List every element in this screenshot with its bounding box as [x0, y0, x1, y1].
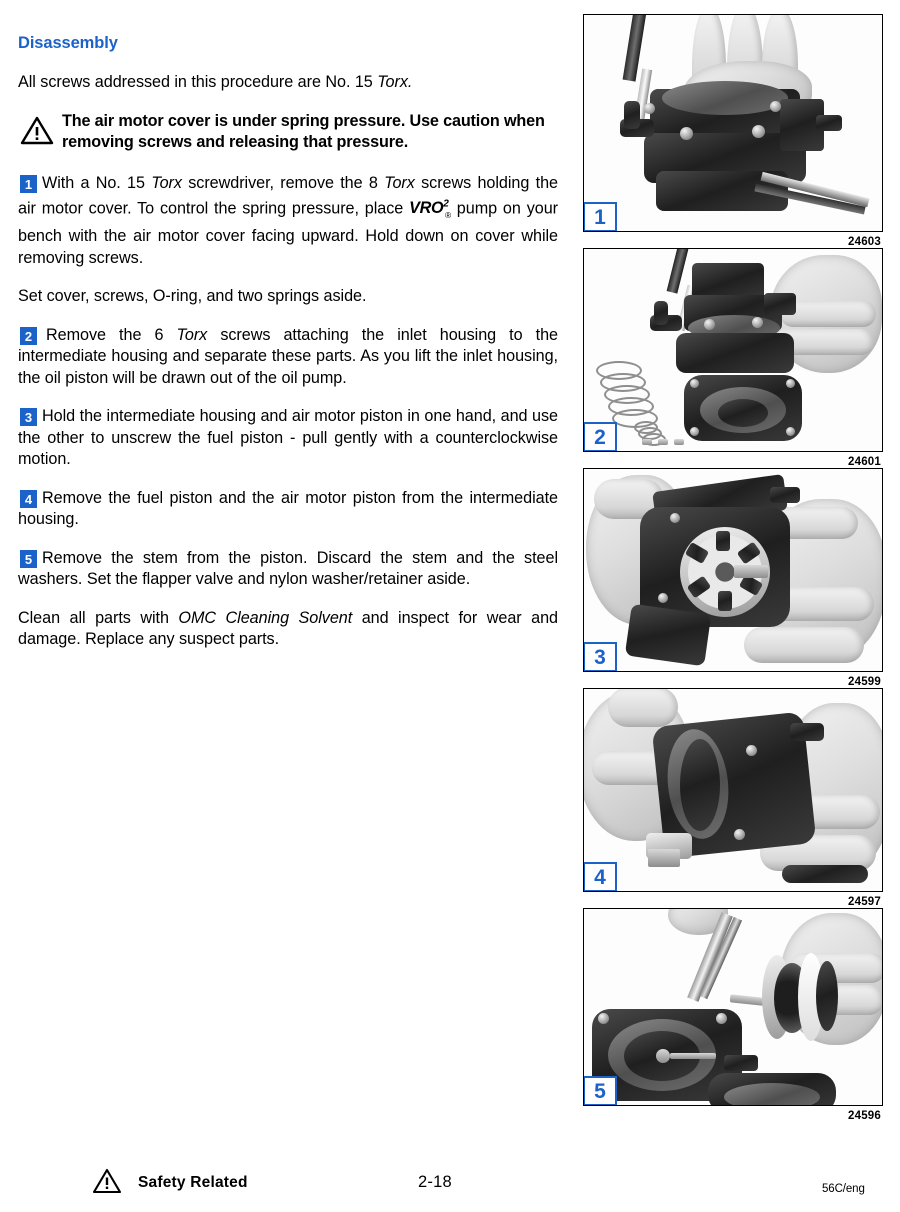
figure-4-photo: [584, 689, 882, 891]
figure-column: [583, 14, 883, 1122]
figure-4-badge: 4: [583, 862, 617, 892]
figure-2-badge: 2: [583, 422, 617, 452]
page-title: Disassembly: [18, 34, 118, 52]
step-marker-3: 3: [20, 408, 37, 426]
figure-5-badge: 5: [583, 1076, 617, 1106]
step-1-text: [18, 173, 558, 270]
step-1-text-b: screwdriver, remove the 8: [181, 173, 385, 192]
step-1-text-a: With a No. 15: [42, 173, 152, 192]
figure-4-frame: [583, 688, 883, 892]
step-2-italic-a: Torx: [176, 325, 208, 344]
step-1-text-d: pump on your bench with the air motor cover facing upward. Hold down on cover while removing screws.: [18, 199, 558, 267]
footer-label: Safety Related: [138, 1174, 248, 1191]
step-2-text: [18, 325, 558, 390]
figure-1-photo: [584, 15, 882, 231]
figure-3-badge: 3: [583, 642, 617, 672]
warning-text: The air motor cover is under spring pressure. Use caution when removing screws and releasing that pressure.: [62, 111, 545, 151]
figure-5-photo: [584, 909, 882, 1105]
page-number: 2-18: [418, 1173, 452, 1191]
figure-5-caption: 24596: [848, 1110, 881, 1122]
step-2-text-a: Remove the 6: [46, 325, 177, 344]
figure-1: [583, 14, 883, 248]
intro-text: All screws addressed in this procedure are No. 15: [18, 73, 378, 91]
text-column: [18, 34, 558, 668]
page-footer: [0, 1166, 900, 1212]
step-marker-2: 2: [20, 327, 37, 345]
figure-4: [583, 688, 883, 908]
clean-text-a: Clean all parts with: [18, 608, 179, 627]
step-2-text-b: screws attaching the inlet housing to the intermediate housing and separate these parts. As you lift the inlet housing, the oil piston will be drawn out of the oil pump.: [18, 325, 559, 387]
warning-triangle-icon: [92, 1168, 122, 1194]
step-marker-1: 1: [20, 175, 37, 193]
warning-triangle-icon: [20, 115, 54, 145]
step-4-text: Remove the fuel piston and the air motor piston from the intermediate housing.: [18, 488, 558, 529]
step-marker-4: 4: [20, 490, 37, 508]
document-code: 56C/eng: [822, 1183, 865, 1195]
clean-paragraph: [18, 608, 558, 651]
clean-text-b: and inspect for wear and damage. Replace any suspect parts.: [18, 608, 558, 649]
figure-3-photo: [584, 469, 882, 671]
step-1: [18, 173, 558, 270]
step-3: [18, 406, 558, 471]
vro-trademark: [409, 199, 451, 220]
figure-3-frame: [583, 468, 883, 672]
step-4: [18, 488, 558, 531]
step-1-italic-a: Torx: [151, 173, 182, 192]
figure-2-photo: [584, 249, 882, 451]
figure-3: [583, 468, 883, 688]
intro-paragraph: [18, 72, 558, 94]
figure-5: [583, 908, 883, 1122]
figure-3-caption: 24599: [848, 676, 881, 688]
clean-italic: OMC Cleaning Solvent: [178, 608, 353, 627]
warning-block: [18, 111, 558, 153]
step-1-text-c: screws holding the air motor cover. To control the spring pressure, place: [18, 173, 558, 218]
figure-2-frame: [583, 248, 883, 452]
vro-word: VRO: [409, 199, 444, 218]
intro-italic: Torx.: [377, 73, 413, 91]
figure-4-caption: 24597: [848, 896, 881, 908]
step-marker-5: 5: [20, 550, 37, 568]
figure-2: [583, 248, 883, 468]
vro-registered-mark: ®: [445, 209, 451, 220]
step-2: [18, 325, 558, 390]
vro-superscript: 2: [443, 199, 449, 210]
set-aside-paragraph: Set cover, screws, O-ring, and two springs aside.: [18, 287, 367, 306]
figure-1-caption: 24603: [848, 236, 881, 248]
step-1-italic-b: Torx: [384, 173, 415, 192]
step-3-text: Hold the intermediate housing and air motor piston in one hand, and use the other to unscrew the fuel piston - pull gently with a counterclockwise motion.: [18, 407, 558, 469]
step-5-text: Remove the stem from the piston. Discard the stem and the steel washers. Set the flapper valve and nylon washer/retainer aside.: [18, 548, 558, 589]
figure-1-frame: [583, 14, 883, 232]
step-5: [18, 548, 558, 591]
figure-5-frame: [583, 908, 883, 1106]
figure-2-caption: 24601: [848, 456, 881, 468]
figure-1-badge: 1: [583, 202, 617, 232]
